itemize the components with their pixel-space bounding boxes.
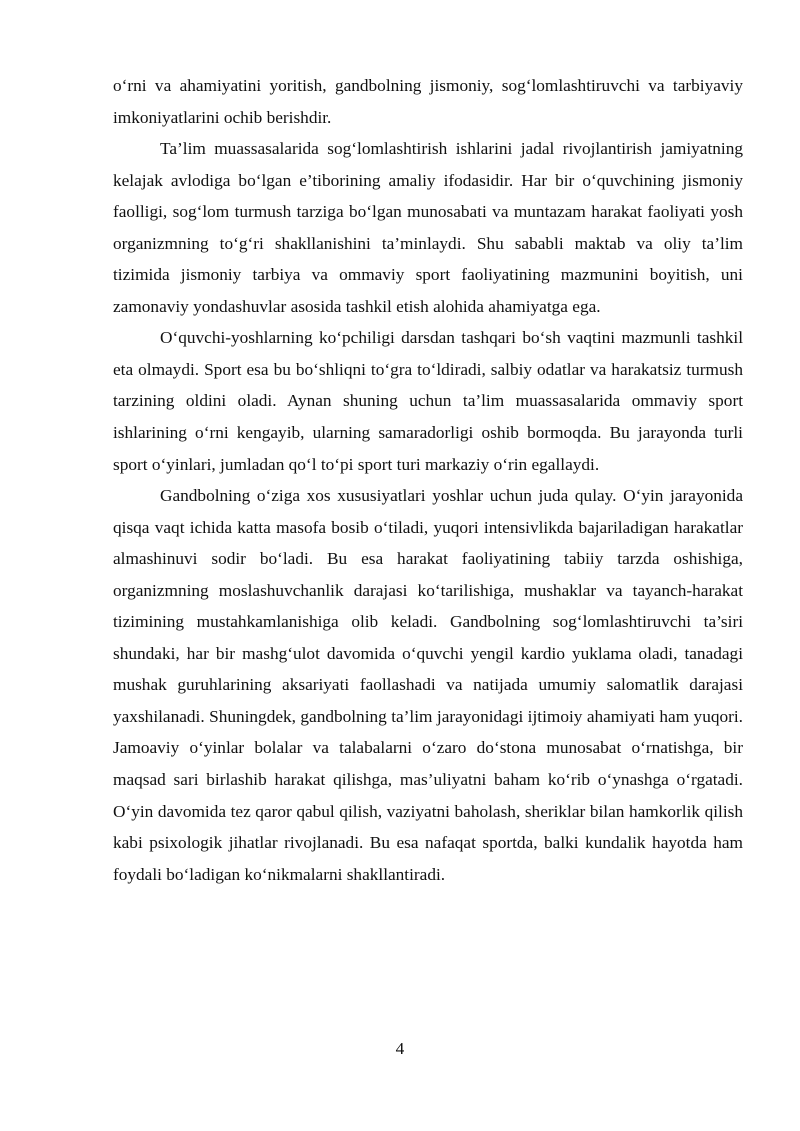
paragraph: Ta’lim muassasalarida sog‘lomlashtirish ishlarini jadal rivojlantirish jamiyatning kelajak avlodiga bo‘lgan e’tiborining amaliy ifodasidir. Har bir o‘quvchining jismoniy faolligi, sog‘lom turmush tarziga bo‘lgan munosabati va muntazam harakat faoliyati yosh organizmning to‘g‘ri shakllanishini ta’minlaydi. Shu sababli maktab va oliy ta’lim tizimida jismoniy tarbiya va ommaviy sport faoliyatining mazmunini boyitish, uni zamonaviy yondashuvlar asosida tashkil etish alohida ahamiyatga ega.	[113, 139, 743, 316]
paragraph: Gandbolning o‘ziga xos xususiyatlari yoshlar uchun juda qulay. O‘yin jarayonida qisqa vaqt ichida katta masofa bosib o‘tiladi, yuqori intensivlikda bajariladigan harakatlar almashinuvi sodir bo‘ladi. Bu esa harakat faoliyatining tabiiy tarzda oshishiga, organizmning moslashuvchanlik darajasi ko‘tarilishiga, mushaklar va tayanch-harakat tizimining mustahkamlanishiga olib keladi. Gandbolning sog‘lomlashtiruvchi ta’siri shundaki, har bir mashg‘ulot davomida o‘quvchi yengil kardio yuklama oladi, tanadagi mushak guruhlarining aksariyati faollashadi va natijada umumiy salomatlik darajasi yaxshilanadi. Shuningdek, gandbolning ta’lim jarayonidagi ijtimoiy ahamiyati ham yuqori. Jamoaviy o‘yinlar bolalar va talabalarni o‘zaro do‘stona munosabat o‘rnatishga, bir maqsad sari birlashib harakat qilishga, mas’uliyatni baham ko‘rib o‘ynashga o‘rgatadi. O‘yin davomida tez qaror qabul qilish, vaziyatni baholash, sheriklar bilan hamkorlik qilish kabi psixologik jihatlar rivojlanadi. Bu esa nafaqat sportda, balki kundalik hayotda ham foydali bo‘ladigan ko‘nikmalarni shakllantiradi.	[113, 486, 743, 884]
paragraph: O‘quvchi-yoshlarning ko‘pchiligi darsdan tashqari bo‘sh vaqtini mazmunli tashkil eta olmaydi. Sport esa bu bo‘shliqni to‘gra to‘ldiradi, salbiy odatlar va harakatsiz turmush tarzining oldini oladi. Aynan shuning uchun ta’lim muassasalarida ommaviy sport ishlarining o‘rni kengayib, ularning samaradorligi oshib bormoqda. Bu jarayonda turli sport o‘yinlari, jumladan qo‘l to‘pi sport turi markaziy o‘rin egallaydi.	[113, 328, 743, 474]
body-text	[113, 70, 743, 890]
page-number: 4	[395, 1039, 405, 1058]
paragraph-continuation: o‘rni va ahamiyatini yoritish, gandbolning jismoniy, sog‘lomlashtiruvchi va tarbiyaviy imkoniyatlarini ochib berishdir.	[113, 76, 743, 127]
